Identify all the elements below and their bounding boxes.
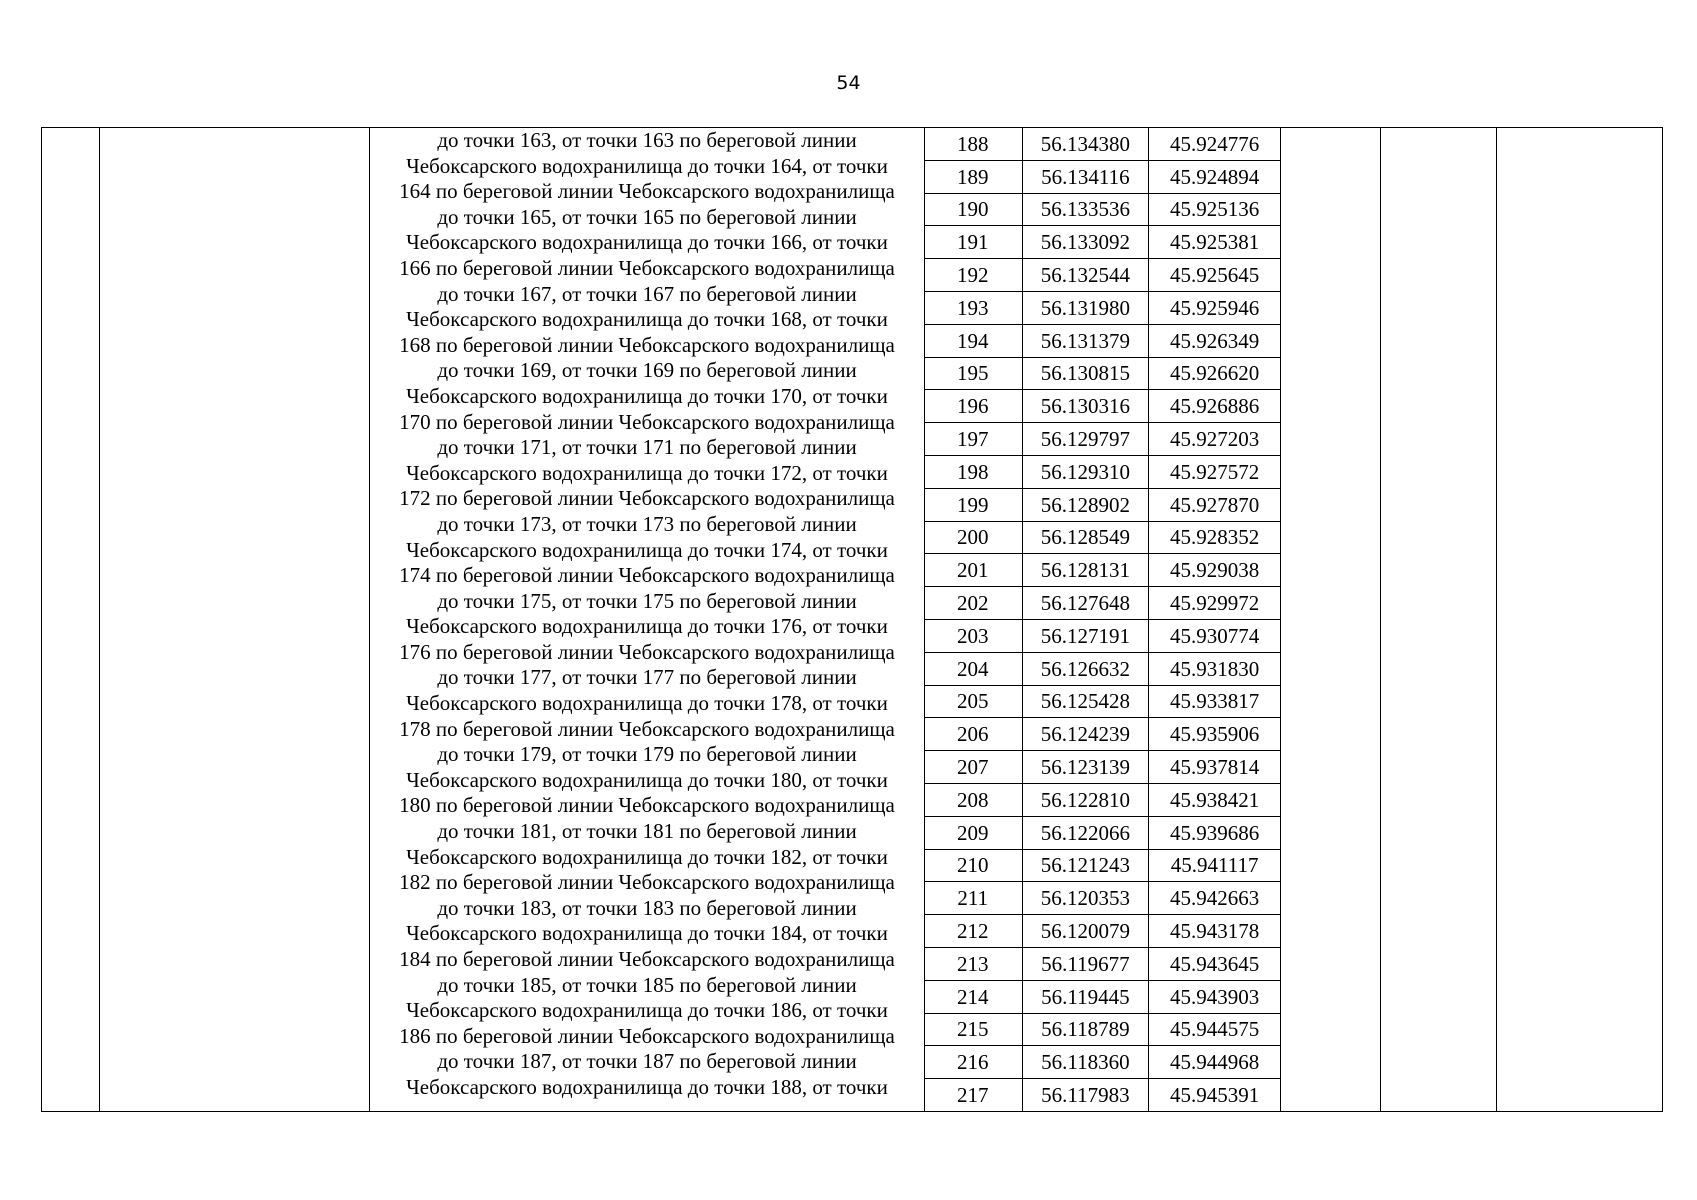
table-row xyxy=(924,751,1280,784)
table-row xyxy=(924,947,1280,980)
table-row xyxy=(924,554,1280,587)
latitude-cell: 56.125428 xyxy=(1022,685,1149,718)
longitude-cell: 45.933817 xyxy=(1149,685,1280,718)
latitude-cell: 56.133092 xyxy=(1022,226,1149,259)
point-number: 202 xyxy=(924,587,1022,620)
point-number: 193 xyxy=(924,291,1022,324)
latitude-cell: 56.128131 xyxy=(1022,554,1149,587)
longitude-cell: 45.944575 xyxy=(1149,1013,1280,1046)
description-line: 164 по береговой линии Чебоксарского водохранилища xyxy=(399,179,895,204)
table-row xyxy=(924,259,1280,292)
point-number: 208 xyxy=(924,783,1022,816)
point-number: 189 xyxy=(924,160,1022,193)
column-divider xyxy=(1496,128,1497,1111)
latitude-cell: 56.128549 xyxy=(1022,521,1149,554)
longitude-cell: 45.925645 xyxy=(1149,259,1280,292)
point-number: 188 xyxy=(924,128,1022,160)
longitude-cell: 45.931830 xyxy=(1149,652,1280,685)
description-line: до точки 165, от точки 165 по береговой линии xyxy=(437,204,857,229)
point-number: 204 xyxy=(924,652,1022,685)
table-row xyxy=(924,423,1280,456)
column-divider xyxy=(99,128,100,1111)
description-line: Чебоксарского водохранилища до точки 180, от точки xyxy=(406,767,888,792)
point-number: 212 xyxy=(924,915,1022,948)
column-divider xyxy=(1280,128,1281,1111)
latitude-cell: 56.130815 xyxy=(1022,357,1149,390)
table-row xyxy=(924,488,1280,521)
longitude-cell: 45.927572 xyxy=(1149,455,1280,488)
description-line: 168 по береговой линии Чебоксарского водохранилища xyxy=(399,332,895,357)
table-row xyxy=(924,783,1280,816)
table-row xyxy=(924,193,1280,226)
description-line: 170 по береговой линии Чебоксарского водохранилища xyxy=(399,409,895,434)
description-line: Чебоксарского водохранилища до точки 174, от точки xyxy=(406,537,888,562)
longitude-cell: 45.924894 xyxy=(1149,160,1280,193)
latitude-cell: 56.131980 xyxy=(1022,291,1149,324)
description-line: Чебоксарского водохранилища до точки 184, от точки xyxy=(406,921,888,946)
longitude-cell: 45.929972 xyxy=(1149,587,1280,620)
latitude-cell: 56.132544 xyxy=(1022,259,1149,292)
latitude-cell: 56.133536 xyxy=(1022,193,1149,226)
table-row xyxy=(924,718,1280,751)
table-row xyxy=(924,882,1280,915)
longitude-cell: 45.925381 xyxy=(1149,226,1280,259)
point-number: 192 xyxy=(924,259,1022,292)
table-row xyxy=(924,1046,1280,1079)
description-line: 186 по береговой линии Чебоксарского водохранилища xyxy=(399,1023,895,1048)
longitude-cell: 45.929038 xyxy=(1149,554,1280,587)
latitude-cell: 56.121243 xyxy=(1022,849,1149,882)
table-row xyxy=(924,357,1280,390)
table-row xyxy=(924,587,1280,620)
longitude-cell: 45.925946 xyxy=(1149,291,1280,324)
latitude-cell: 56.118789 xyxy=(1022,1013,1149,1046)
description-line: до точки 185, от точки 185 по береговой линии xyxy=(437,972,857,997)
table-row xyxy=(924,685,1280,718)
latitude-cell: 56.120353 xyxy=(1022,882,1149,915)
longitude-cell: 45.938421 xyxy=(1149,783,1280,816)
description-line: до точки 173, от точки 173 по береговой линии xyxy=(437,511,857,536)
column-divider xyxy=(1380,128,1381,1111)
table-row xyxy=(924,390,1280,423)
latitude-cell: 56.131379 xyxy=(1022,324,1149,357)
latitude-cell: 56.129797 xyxy=(1022,423,1149,456)
description-line: до точки 181, от точки 181 по береговой линии xyxy=(437,819,857,844)
point-number: 215 xyxy=(924,1013,1022,1046)
description-line: 166 по береговой линии Чебоксарского водохранилища xyxy=(399,255,895,280)
longitude-cell: 45.926349 xyxy=(1149,324,1280,357)
point-number: 191 xyxy=(924,226,1022,259)
latitude-cell: 56.128902 xyxy=(1022,488,1149,521)
longitude-cell: 45.943903 xyxy=(1149,980,1280,1013)
table-row xyxy=(924,915,1280,948)
point-number: 199 xyxy=(924,488,1022,521)
description-line: до точки 167, от точки 167 по береговой линии xyxy=(437,281,857,306)
description-line: до точки 177, от точки 177 по береговой линии xyxy=(437,665,857,690)
description-line: Чебоксарского водохранилища до точки 164, от точки xyxy=(406,153,888,178)
description-line: до точки 171, от точки 171 по береговой линии xyxy=(437,435,857,460)
point-number: 217 xyxy=(924,1079,1022,1111)
point-number: 203 xyxy=(924,619,1022,652)
table-row xyxy=(924,455,1280,488)
latitude-cell: 56.122810 xyxy=(1022,783,1149,816)
point-number: 196 xyxy=(924,390,1022,423)
table-row xyxy=(924,324,1280,357)
longitude-cell: 45.928352 xyxy=(1149,521,1280,554)
point-number: 198 xyxy=(924,455,1022,488)
point-number: 200 xyxy=(924,521,1022,554)
longitude-cell: 45.927870 xyxy=(1149,488,1280,521)
longitude-cell: 45.927203 xyxy=(1149,423,1280,456)
description-line: 184 по береговой линии Чебоксарского водохранилища xyxy=(399,947,895,971)
latitude-cell: 56.119677 xyxy=(1022,947,1149,980)
point-number: 194 xyxy=(924,324,1022,357)
point-number: 216 xyxy=(924,1046,1022,1079)
table-row xyxy=(924,816,1280,849)
boundary-description xyxy=(370,128,924,1101)
longitude-cell: 45.924776 xyxy=(1149,128,1280,160)
table-row xyxy=(924,980,1280,1013)
point-number: 206 xyxy=(924,718,1022,751)
description-line: 178 по береговой линии Чебоксарского водохранилища xyxy=(399,716,895,741)
description-line: Чебоксарского водохранилища до точки 176, от точки xyxy=(406,614,888,639)
latitude-cell: 56.134380 xyxy=(1022,128,1149,160)
table-row xyxy=(924,128,1280,160)
page-number: 54 xyxy=(836,72,861,94)
point-number: 213 xyxy=(924,947,1022,980)
description-line: до точки 179, от точки 179 по береговой линии xyxy=(437,742,857,767)
description-line: Чебоксарского водохранилища до точки 186, от точки xyxy=(406,998,888,1023)
latitude-cell: 56.120079 xyxy=(1022,915,1149,948)
description-line: 182 по береговой линии Чебоксарского водохранилища xyxy=(399,870,895,895)
table-row xyxy=(924,226,1280,259)
coordinates-table xyxy=(41,127,1663,1112)
description-line: Чебоксарского водохранилища до точки 166, от точки xyxy=(406,230,888,255)
description-line: Чебоксарского водохранилища до точки 170, от точки xyxy=(406,383,888,408)
table-row xyxy=(924,291,1280,324)
longitude-cell: 45.925136 xyxy=(1149,193,1280,226)
longitude-cell: 45.937814 xyxy=(1149,751,1280,784)
table-row xyxy=(924,849,1280,882)
description-line: Чебоксарского водохранилища до точки 182, от точки xyxy=(406,844,888,869)
point-number: 209 xyxy=(924,816,1022,849)
longitude-cell: 45.926886 xyxy=(1149,390,1280,423)
latitude-cell: 56.123139 xyxy=(1022,751,1149,784)
table-row xyxy=(924,652,1280,685)
longitude-cell: 45.942663 xyxy=(1149,882,1280,915)
longitude-cell: 45.945391 xyxy=(1170,1083,1260,1107)
point-number: 210 xyxy=(924,849,1022,882)
point-number: 190 xyxy=(924,193,1022,226)
longitude-cell: 45.944968 xyxy=(1149,1046,1280,1079)
point-number: 214 xyxy=(924,980,1022,1013)
description-line: до точки 183, от точки 183 по береговой линии xyxy=(437,895,857,920)
description-line: Чебоксарского водохранилища до точки 168, от точки xyxy=(406,307,888,332)
point-number: 197 xyxy=(924,423,1022,456)
longitude-cell: 45.943645 xyxy=(1149,947,1280,980)
longitude-cell: 45.935906 xyxy=(1149,718,1280,751)
latitude-cell: 56.127191 xyxy=(1022,619,1149,652)
latitude-cell: 56.127648 xyxy=(1022,587,1149,620)
description-line: до точки 187, от точки 187 по береговой линии xyxy=(437,1049,857,1074)
description-line: 180 по береговой линии Чебоксарского водохранилища xyxy=(399,793,895,818)
longitude-cell: 45.930774 xyxy=(1149,619,1280,652)
point-number: 207 xyxy=(924,751,1022,784)
latitude-cell: 56.126632 xyxy=(1022,652,1149,685)
longitude-cell: 45.939686 xyxy=(1149,816,1280,849)
point-number: 201 xyxy=(924,554,1022,587)
description-line: 174 по береговой линии Чебоксарского водохранилища xyxy=(399,563,895,588)
description-line: Чебоксарского водохранилища до точки 188, от точки xyxy=(406,1074,888,1099)
description-line: до точки 175, от точки 175 по береговой линии xyxy=(437,588,857,613)
latitude-cell: 56.130316 xyxy=(1022,390,1149,423)
latitude-cell: 56.129310 xyxy=(1022,455,1149,488)
table-row xyxy=(924,619,1280,652)
table-row xyxy=(924,1079,1280,1111)
point-number: 211 xyxy=(924,882,1022,915)
description-line: 172 по береговой линии Чебоксарского водохранилища xyxy=(399,486,895,511)
point-number: 205 xyxy=(924,685,1022,718)
table-row xyxy=(924,521,1280,554)
longitude-cell: 45.943178 xyxy=(1149,915,1280,948)
latitude-cell: 56.122066 xyxy=(1022,816,1149,849)
table-row xyxy=(924,160,1280,193)
points-table xyxy=(924,128,1280,1111)
description-line: до точки 169, от точки 169 по береговой линии xyxy=(437,358,857,383)
point-number: 195 xyxy=(924,357,1022,390)
latitude-cell: 56.119445 xyxy=(1022,980,1149,1013)
longitude-cell: 45.926620 xyxy=(1149,357,1280,390)
latitude-cell: 56.118360 xyxy=(1022,1046,1149,1079)
latitude-cell: 56.124239 xyxy=(1022,718,1149,751)
latitude-cell: 56.117983 xyxy=(1022,1079,1149,1111)
description-line: Чебоксарского водохранилища до точки 172, от точки xyxy=(406,460,888,485)
table-row xyxy=(924,1013,1280,1046)
latitude-cell: 56.134116 xyxy=(1022,160,1149,193)
description-line: Чебоксарского водохранилища до точки 178, от точки xyxy=(406,691,888,716)
description-line: 176 по береговой линии Чебоксарского водохранилища xyxy=(399,639,895,664)
description-line: до точки 163, от точки 163 по береговой линии xyxy=(437,128,857,152)
longitude-cell: 45.941117 xyxy=(1149,849,1280,882)
